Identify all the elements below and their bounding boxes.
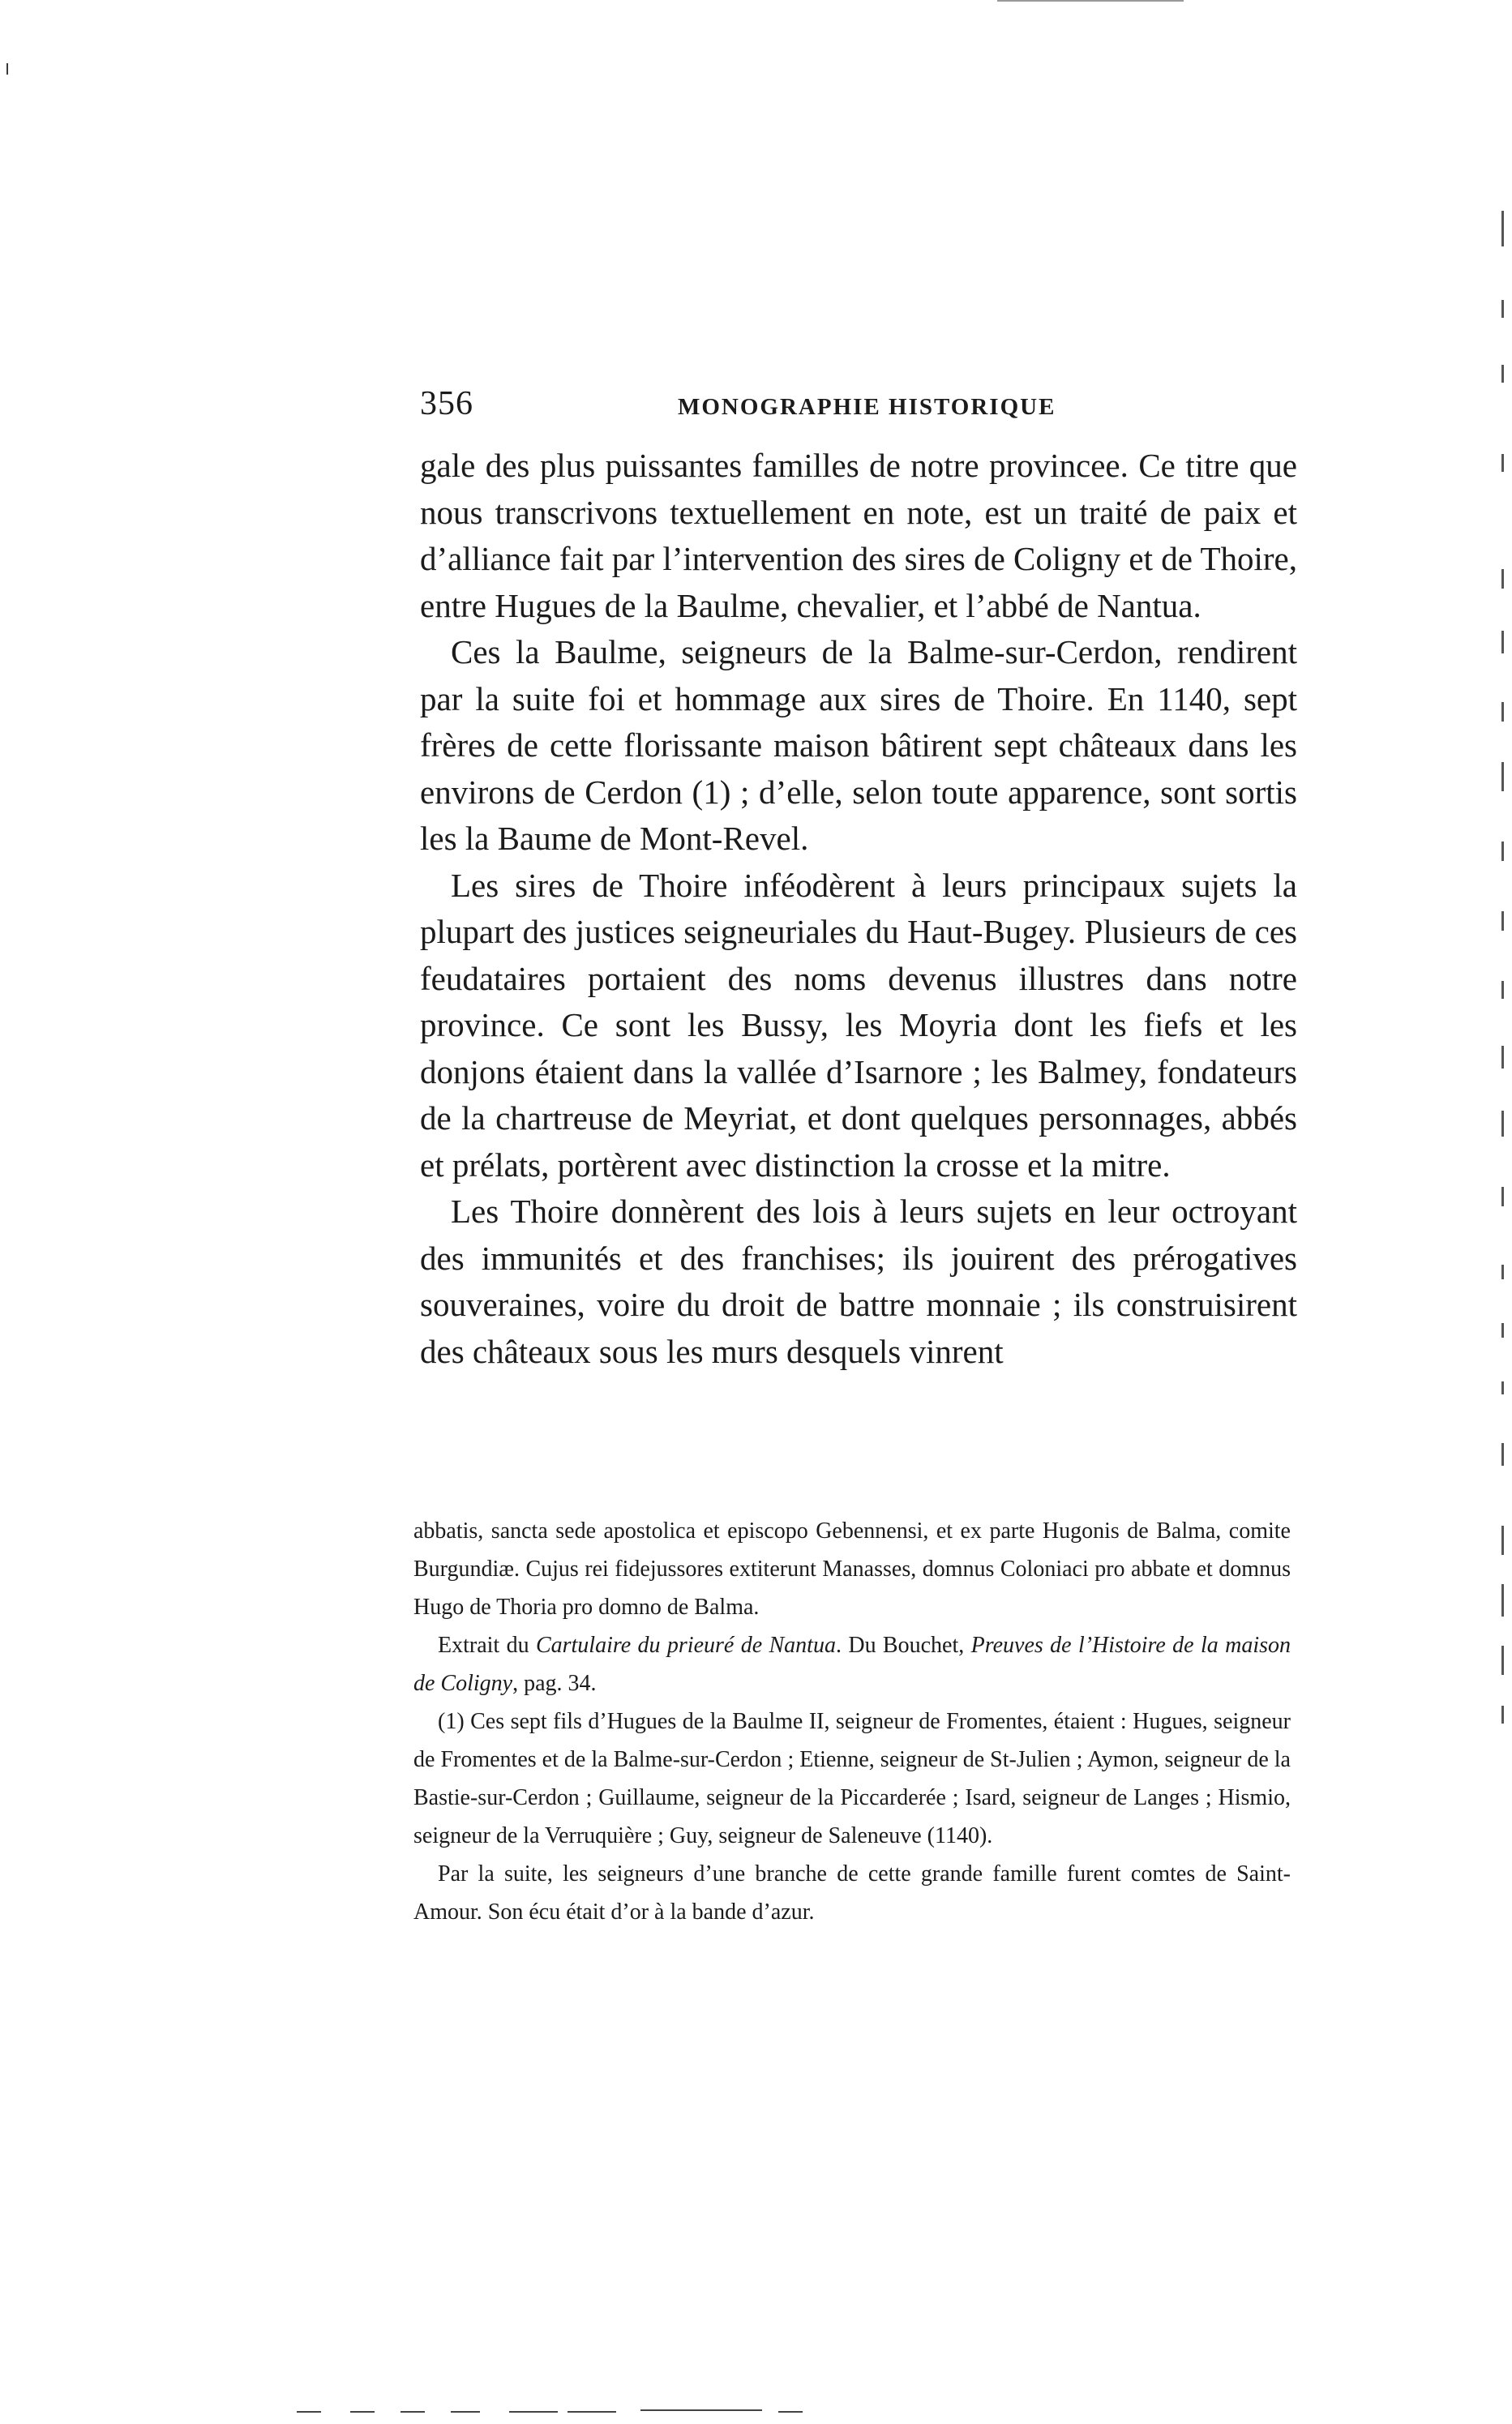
- main-text: [420, 443, 1297, 1375]
- note-source-title: Cartulaire du prieuré de Nantua: [535, 1633, 836, 1658]
- margin-tick: [1501, 911, 1504, 931]
- scan-artifact-top: [997, 0, 1184, 2]
- scan-artifact-bottom: [568, 2411, 616, 2413]
- margin-tick: [1501, 1265, 1504, 1279]
- paragraph: Les Thoire donnèrent des lois à leurs sujets en leur octroyant des immunités et des franchises; ils jouirent des prérogatives souveraines, voire du droit de battre monnaie ; ils construisirent des châteaux sous les murs desquels vinrent: [420, 1193, 1297, 1370]
- margin-tick: [1501, 454, 1504, 472]
- margin-tick: [1501, 1443, 1504, 1466]
- scan-artifact-bottom: [509, 2411, 558, 2413]
- scan-artifact-bottom: [350, 2411, 375, 2413]
- scan-artifact-bottom: [778, 2411, 803, 2413]
- margin-tick: [1501, 1111, 1504, 1137]
- scan-artifact-bottom: [400, 2411, 425, 2413]
- footnotes: [413, 1512, 1291, 1931]
- margin-tick: [1501, 1381, 1504, 1394]
- note-source-title2: Preuves de l’Histoire de la maison de Coligny: [413, 1633, 1291, 1696]
- scan-artifact-bottom: [451, 2411, 480, 2413]
- paragraph: Les sires de Thoire inféodèrent à leurs principaux sujets la plupart des justices seigneuriales du Haut-Bugey. Plusieurs de ces feudataires portaient des noms devenus illustres dans notre province. Ce sont les Bussy, les Moyria dont les fiefs et les donjons étaient dans la vallée d’Isarnore ; les Balmey, fondateurs de la chartreuse de Meyriat, et dont quelques personnages, abbés et prélats, portèrent avec distinction la crosse et la mitre.: [420, 866, 1297, 1184]
- margin-tick: [1501, 1526, 1504, 1555]
- footnote-1: (1) Ces sept fils d’Hugues de la Baulme II, seigneur de Fromentes, étaient : Hugues, seigneur de Fromentes et de la Balme-sur-Cerdon ; Etienne, seigneur de St-Julien ; Aymon, seigneur de la Bastie-sur-Cerdon ; Guillaume, seigneur de la Piccarderée ; Isard, seigneur de Langes ; Hismio, seigneur de la Verruquière ; Guy, seigneur de Saleneuve (1140).: [413, 1709, 1291, 1848]
- margin-tick: [1501, 211, 1504, 246]
- paragraph: gale des plus puissantes familles de notre provincee. Ce titre que nous transcrivons textuellement en note, est un traité de paix et d’alliance fait par l’intervention des sires de Coligny et de Thoire, entre Hugues de la Baulme, chevalier, et l’abbé de Nantua.: [420, 447, 1297, 624]
- note-source: [413, 1626, 1291, 1702]
- page-number: 356: [420, 385, 473, 422]
- margin-tick: [1501, 569, 1504, 589]
- margin-tick: [1501, 1646, 1504, 1675]
- margin-tick: [1501, 842, 1504, 861]
- note-source-suffix: , pag. 34.: [512, 1671, 597, 1696]
- note-source-prefix: Extrait du: [438, 1633, 536, 1658]
- margin-tick: [1501, 981, 1504, 999]
- note-source-middle: . Du Bouchet,: [835, 1633, 971, 1658]
- note-latin-text: abbatis, sancta sede apostolica et episcopo Gebennensi, et ex parte Hugonis de Balma, comite Burgundiæ. Cujus rei fidejussores extiterunt Manasses, domnus Coloniaci pro abbate et domnus Hugo de Thoria pro domno de Balma.: [413, 1518, 1291, 1620]
- margin-tick: [1501, 1046, 1504, 1069]
- margin-tick: [1501, 631, 1504, 653]
- margin-tick: [1501, 702, 1504, 722]
- page-header: [420, 384, 1304, 433]
- margin-tick: [1501, 1706, 1504, 1724]
- running-title: MONOGRAPHIE HISTORIQUE: [678, 394, 1056, 420]
- scan-artifact-bottom: [297, 2411, 321, 2413]
- margin-tick: [1501, 365, 1504, 383]
- paragraph: Ces la Baulme, seigneurs de la Balme-sur-Cerdon, rendirent par la suite foi et hommage aux sires de Thoire. En 1140, sept frères de cette florissante maison bâtirent sept châteaux dans les environs de Cerdon (1) ; d’elle, selon toute apparence, sont sortis les la Baume de Mont-Revel.: [420, 633, 1297, 857]
- margin-tick: [1501, 300, 1504, 318]
- margin-tick: [1501, 1584, 1504, 1617]
- footnote-1-continuation: Par la suite, les seigneurs d’une branche de cette grande famille furent comtes de Saint-Amour. Son écu était d’or à la bande d’azur.: [413, 1861, 1291, 1925]
- margin-tick: [1501, 1323, 1504, 1338]
- scan-artifact-bottom: [640, 2409, 762, 2411]
- margin-tick: [1501, 762, 1504, 791]
- margin-tick: [1501, 1187, 1504, 1206]
- scan-artifact-left: [6, 63, 8, 75]
